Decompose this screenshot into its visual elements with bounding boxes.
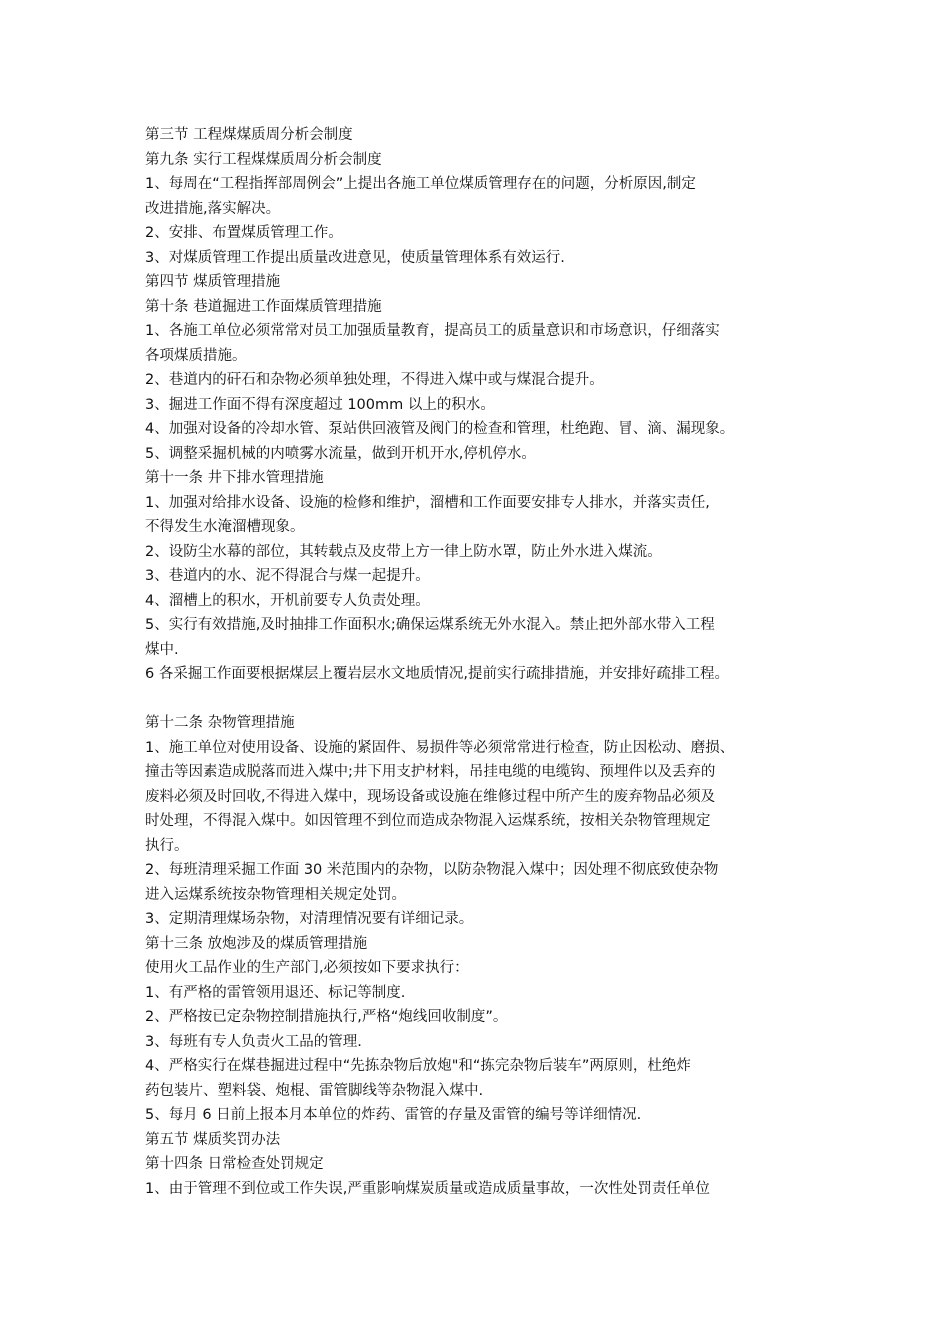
text-line: 2、严格按已定杂物控制措施执行,严格“炮线回收制度”。 (145, 1009, 508, 1025)
text-line: 第十条 巷道掘进工作面煤质管理措施 (145, 298, 382, 315)
text-line: 第五节 煤质奖罚办法 (145, 1131, 281, 1148)
text-line: 4、加强对设备的冷却水管、泵站供回液管及阀门的检查和管理，杜绝跑、冒、滴、漏现象。 (145, 421, 735, 437)
text-line: 第十一条 井下排水管理措施 (145, 470, 324, 486)
text-line: 1、由于管理不到位或工作失误,严重影响煤炭质量或造成质量事故，一次性处罚责任单位 (145, 1180, 710, 1197)
text-line: 5、实行有效措施,及时抽排工作面积水;确保运煤系统无外水混入。禁止把外部水带入工程 (145, 617, 715, 633)
text-line: 2、安排、布置煤质管理工作。 (145, 225, 343, 241)
text-line: 2、每班清理采掘工作面 30 米范围内的杂物，以防杂物混入煤中；因处理不彻底致使杂物 (145, 862, 719, 878)
document-body (145, 123, 825, 1201)
text-line: 1、施工单位对使用设备、设施的紧固件、易损件等必须常常进行检查，防止因松动、磨损、 (145, 739, 735, 756)
text-line: 第四节 煤质管理措施 (145, 274, 281, 290)
text-line: 2、巷道内的矸石和杂物必须单独处理，不得进入煤中或与煤混合提升。 (145, 372, 604, 388)
blank-line (145, 687, 825, 712)
text-line: 第十四条 日常检查处罚规定 (145, 1156, 324, 1172)
text-line: 执行。 (145, 837, 189, 854)
text-line: 5、每月 6 日前上报本月本单位的炸药、雷管的存量及雷管的编号等详细情况. (145, 1107, 642, 1123)
text-line: 1、每周在“工程指挥部周例会”上提出各施工单位煤质管理存在的问题，分析原因,制定 (145, 176, 696, 192)
text-line: 第十二条 杂物管理措施 (145, 715, 295, 731)
text-line: 改进措施,落实解决。 (145, 200, 281, 217)
text-line: 1、各施工单位必须常常对员工加强质量教育，提高员工的质量意识和市场意识，仔细落实 (145, 323, 720, 339)
text-line: 2、设防尘水幕的部位，其转载点及皮带上方一律上防水罩，防止外水进入煤流。 (145, 543, 662, 560)
text-line: 不得发生水淹溜槽现象。 (145, 519, 305, 535)
text-line: 1、有严格的雷管领用退还、标记等制度. (145, 984, 406, 1001)
text-line: 第十三条 放炮涉及的煤质管理措施 (145, 935, 368, 952)
text-line: 第三节 工程煤煤质周分析会制度 (145, 127, 353, 143)
text-line: 第九条 实行工程煤煤质周分析会制度 (145, 151, 382, 168)
text-line: 3、定期清理煤场杂物，对清理情况要有详细记录。 (145, 911, 474, 927)
text-line: 使用火工品作业的生产部门,必须按如下要求执行： (145, 960, 469, 976)
text-line: 废料必须及时回收,不得进入煤中，现场设备或设施在维修过程中所产生的废弃物品必须及 (145, 788, 716, 805)
text-line: 4、严格实行在煤巷掘进过程中“先拣杂物后放炮"和“拣完杂物后装车”两原则，杜绝炸 (145, 1058, 691, 1074)
text-line: 进入运煤系统按杂物管理相关规定处罚。 (145, 886, 406, 903)
text-line: 3、掘进工作面不得有深度超过 100mm 以上的积水。 (145, 396, 495, 413)
text-line: 4、溜槽上的积水，开机前要专人负责处理。 (145, 592, 430, 609)
text-line: 3、对煤质管理工作提出质量改进意见，使质量管理体系有效运行. (145, 249, 565, 266)
text-line: 药包装片、塑料袋、炮棍、雷管脚线等杂物混入煤中. (145, 1082, 484, 1099)
text-line: 各项煤质措施。 (145, 347, 247, 364)
text-line: 煤中. (145, 641, 179, 658)
text-line: 1、加强对给排水设备、设施的检修和维护，溜槽和工作面要安排专人排水，并落实责任, (145, 494, 710, 511)
text-line: 3、每班有专人负责火工品的管理. (145, 1033, 362, 1050)
text-line: 撞击等因素造成脱落而进入煤中;井下用支护材料，吊挂电缆的电缆钩、预埋件以及丢弃的 (145, 764, 716, 780)
text-line: 3、巷道内的水、泥不得混合与煤一起提升。 (145, 568, 430, 584)
text-line: 时处理，不得混入煤中。如因管理不到位而造成杂物混入运煤系统，按相关杂物管理规定 (145, 813, 711, 829)
text-line: 6 各采掘工作面要根据煤层上覆岩层水文地质情况,提前实行疏排措施，并安排好疏排工程。 (145, 666, 729, 682)
text-line: 5、调整采掘机械的内喷雾水流量，做到开机开水,停机停水。 (145, 445, 536, 462)
